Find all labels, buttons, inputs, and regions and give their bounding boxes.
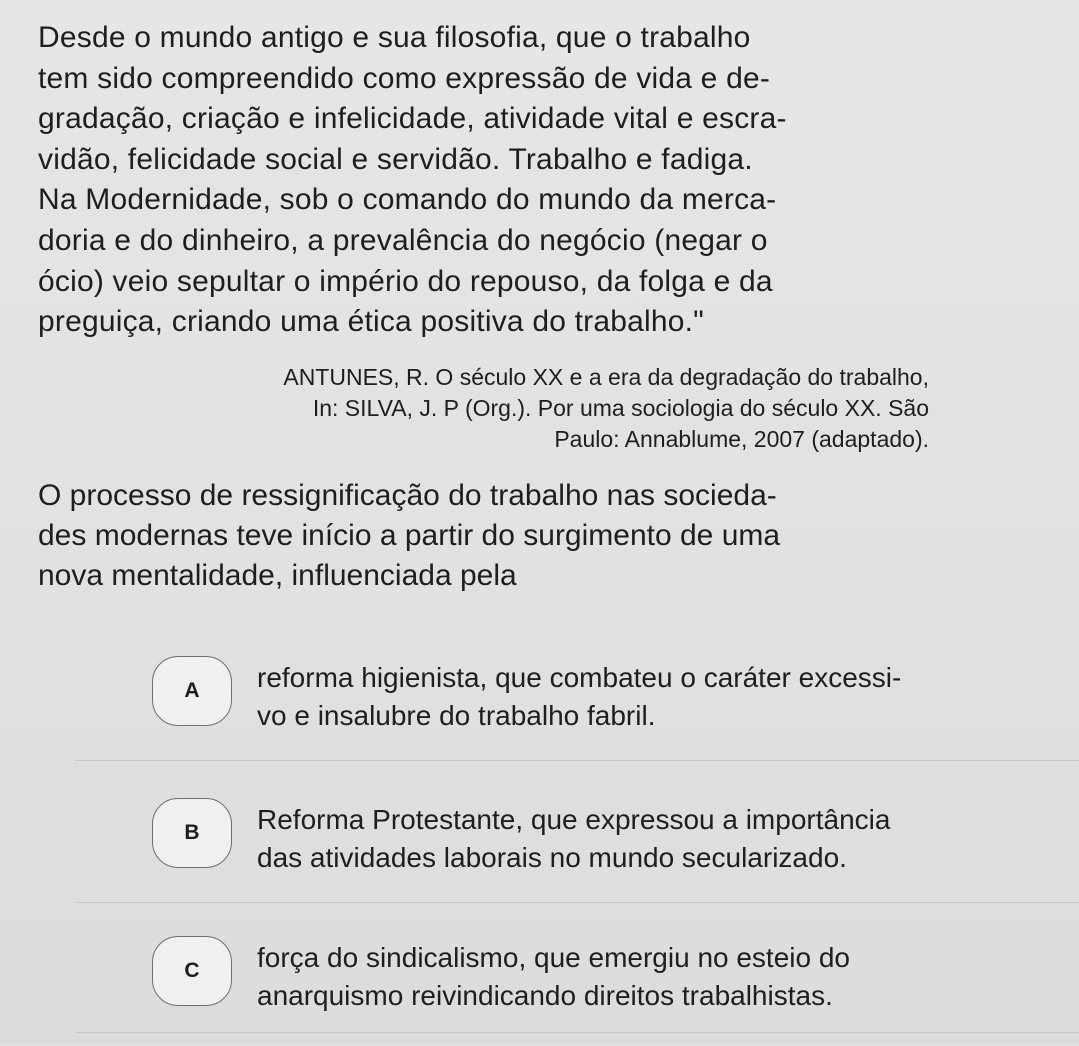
option-divider — [75, 1032, 1079, 1033]
option-letter-button[interactable]: B — [152, 798, 232, 868]
quote-line: ócio) veio sepultar o império do repouso, da folga e da — [38, 264, 773, 298]
citation-line: Paulo: Annablume, 2007 (adaptado). — [554, 426, 929, 452]
option-line: vo e insalubre do trabalho fabril. — [257, 700, 656, 731]
quote-line: tem sido compreendido como expressão de vida e de- — [38, 61, 771, 95]
option-text — [257, 659, 1057, 735]
answer-option-b[interactable] — [152, 798, 1062, 908]
option-text — [257, 801, 1057, 877]
option-line: anarquismo reivindicando direitos trabalhistas. — [257, 980, 833, 1011]
quote-line: vidão, felicidade social e servidão. Trabalho e fadiga. — [38, 142, 753, 176]
option-line: reforma higienista, que combateu o caráter excessi- — [257, 662, 902, 693]
question-line: O processo de ressignificação do trabalho nas socieda- — [38, 479, 777, 512]
option-letter-button[interactable]: A — [152, 656, 232, 726]
option-letter-button[interactable]: C — [152, 936, 232, 1006]
option-text — [257, 939, 1057, 1015]
answer-option-a[interactable] — [152, 656, 1062, 766]
quote-line: preguiça, criando uma ética positiva do trabalho." — [38, 305, 705, 339]
question-line: nova mentalidade, influenciada pela — [38, 559, 517, 592]
option-line: Reforma Protestante, que expressou a importância — [257, 804, 891, 835]
quote-line: gradação, criação e infelicidade, atividade vital e escra- — [38, 102, 787, 136]
option-divider — [75, 902, 1079, 903]
citation-line: In: SILVA, J. P (Org.). Por uma sociologia do século XX. São — [312, 395, 929, 421]
quote-line: doria e do dinheiro, a prevalência do negócio (negar o — [38, 223, 768, 257]
question-stem — [38, 476, 1038, 596]
answer-option-c[interactable] — [152, 936, 1062, 1046]
question-line: des modernas teve início a partir do surgimento de uma — [38, 519, 781, 552]
option-line: das atividades laborais no mundo secularizado. — [257, 842, 847, 873]
quote-text — [38, 18, 1048, 343]
option-line: força do sindicalismo, que emergiu no esteio do — [257, 942, 851, 973]
citation-line: ANTUNES, R. O século XX e a era da degradação do trabalho, — [283, 364, 929, 390]
option-divider — [75, 760, 1079, 761]
quote-line: Desde o mundo antigo e sua filosofia, que o trabalho — [38, 21, 751, 54]
quote-line: Na Modernidade, sob o comando do mundo da merca- — [38, 183, 777, 217]
source-citation — [109, 362, 929, 455]
